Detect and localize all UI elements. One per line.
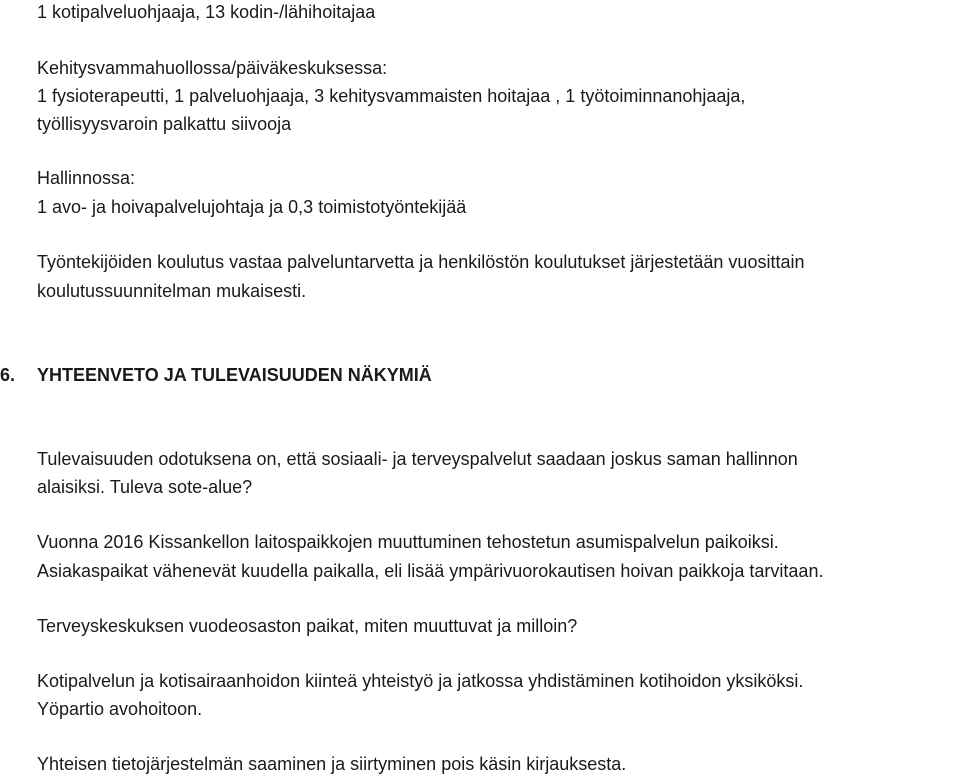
ward-places-line: Terveyskeskuksen vuodeosaston paikat, miten muuttuvat ja milloin? (37, 616, 578, 636)
section-label-administration: Hallinnossa: (37, 168, 136, 188)
training-paragraph-line-2: koulutussuunnitelman mukaisesti. (37, 281, 307, 301)
outlook-paragraph-line-1: Tulevaisuuden odotuksena on, että sosiaali- ja terveyspalvelut saadaan joskus saman hallinnon (37, 449, 798, 469)
section-heading (0, 363, 432, 387)
staff-line-administration: 1 avo- ja hoivapalvelujohtaja ja 0,3 toimistotyöntekijää (37, 197, 467, 217)
staff-line-disability-care-cont: työllisyysvaroin palkattu siivooja (37, 114, 292, 134)
care-places-line-1: Vuonna 2016 Kissankellon laitospaikkojen muuttuminen tehostetun asumispalvelun paikoiksi. (37, 532, 779, 552)
training-paragraph-line-1: Työntekijöiden koulutus vastaa palveluntarvetta ja henkilöstön koulutukset järjestetään vuosittain (37, 252, 805, 272)
staff-line-home-care: 1 kotipalveluohjaaja, 13 kodin-/lähihoitajaa (37, 2, 376, 22)
care-places-line-2: Asiakaspaikat vähenevät kuudella paikalla, eli lisää ympärivuorokautisen hoivan paikkoja tarvitaan. (37, 561, 824, 581)
section-label-disability-care: Kehitysvammahuollossa/päiväkeskuksessa: (37, 58, 388, 78)
section-number: 6. (0, 365, 16, 385)
information-system-line: Yhteisen tietojärjestelmän saaminen ja siirtyminen pois käsin kirjauksesta. (37, 754, 627, 774)
staff-line-disability-care: 1 fysioterapeutti, 1 palveluohjaaja, 3 kehitysvammaisten hoitajaa , 1 työtoiminnanohjaaja, (37, 86, 746, 106)
home-care-line-1: Kotipalvelun ja kotisairaanhoidon kiinteä yhteistyö ja jatkossa yhdistäminen kotihoidon yksiköksi. (37, 671, 804, 691)
home-care-line-2: Yöpartio avohoitoon. (37, 699, 203, 719)
outlook-paragraph-line-2: alaisiksi. Tuleva sote-alue? (37, 477, 253, 497)
section-title: YHTEENVETO JA TULEVAISUUDEN NÄKYMIÄ (37, 365, 432, 385)
